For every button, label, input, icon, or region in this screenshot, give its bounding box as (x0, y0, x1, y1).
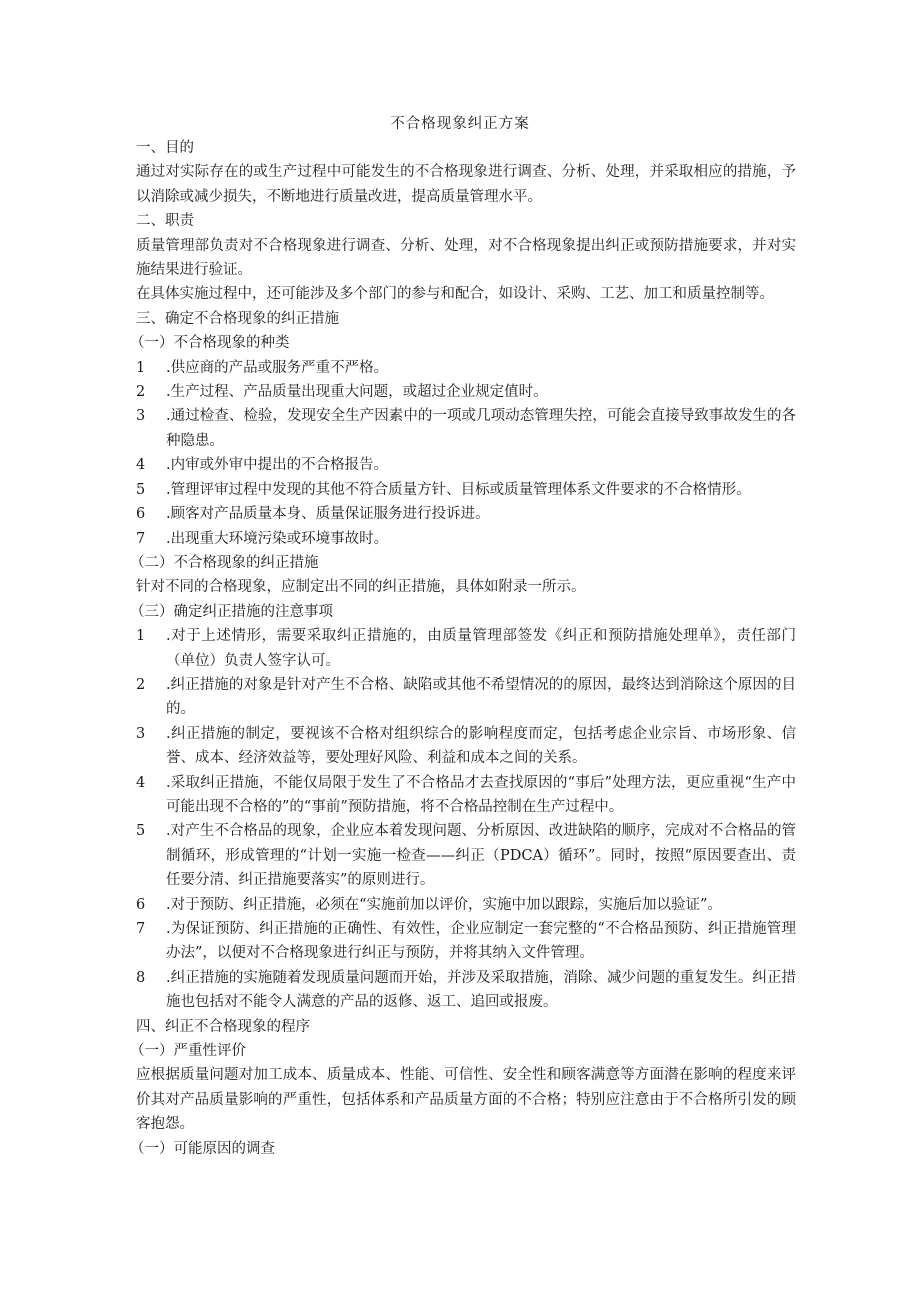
list-item (136, 404, 796, 453)
list-item-text: .供应商的产品或服务严重不严格。 (166, 359, 389, 376)
list-item-text: .生产过程、产品质量出现重大问题，或超过企业规定值时。 (166, 384, 548, 401)
list-item (136, 380, 796, 404)
list-item (136, 356, 796, 380)
list-item (136, 624, 796, 673)
list-item-text: .通过检查、检验，发现安全生产因素中的一项或几项动态管理失控，可能会直接导致事故发生的各种隐患。 (166, 408, 796, 449)
list-item-number: 6 (136, 896, 146, 913)
list-item-text: .为保证预防、纠正措施的正确性、有效性，企业应制定一套完整的“不合格品预防、纠正措施管理办法”，以便对不合格现象进行纠正与预防，并将其纳入文件管理。 (166, 921, 796, 962)
list-item (136, 722, 796, 771)
section-heading: 一、目的 (136, 140, 194, 156)
document-body (130, 136, 796, 1161)
list-item-text: .对产生不合格品的现象，企业应本着发现问题、分析原因、改进缺陷的顺序，完成对不合格品的管制循环，形成管理的“计划一实施一检查——纠正（PDCA）循环”。同时，按照“原因要查出、责任要分清、纠正措施要落实”的原则进行。 (166, 823, 796, 889)
list-item (136, 478, 796, 502)
list-item (136, 527, 796, 551)
list-item (136, 502, 796, 526)
paragraph: 应根据质量问题对加工成本、质量成本、性能、可信性、安全性和顾客满意等方面潜在影响的程度来评价其对产品质量影响的严重性，包括体系和产品质量方面的不合格；特别应注意由于不合格所引发的顾客抱怨。 (136, 1067, 796, 1133)
list-item-number: 6 (136, 506, 146, 523)
list-item-number: 1 (136, 359, 146, 376)
list-item-number: 7 (136, 921, 146, 937)
list-item (136, 819, 796, 892)
list-item (136, 673, 796, 722)
paragraph: 通过对实际存在的或生产过程中可能发生的不合格现象进行调查、分析、处理，并采取相应的措施，予以消除或减少损失，不断地进行质量改进，提高质量管理水平。 (136, 164, 796, 205)
paragraph: 质量管理部负责对不合格现象进行调查、分析、处理，对不合格现象提出纠正或预防措施要求，并对实施结果进行验证。 (136, 237, 796, 279)
paragraph: 针对不同的合格现象，应制定出不同的纠正措施，具体如附录一所示。 (136, 579, 586, 596)
section-heading: 四、纠正不合格现象的程序 (136, 1018, 310, 1035)
list-item-number: 2 (136, 676, 146, 693)
list-item-text: .管理评审过程中发现的其他不符合质量方针、目标或质量管理体系文件要求的不合格情形。 (166, 481, 751, 498)
list-item-number: 4 (136, 457, 146, 474)
list-item-number: 1 (136, 628, 146, 645)
section-heading: 二、职责 (136, 213, 194, 230)
list-item-number: 3 (136, 725, 146, 742)
list-item-number: 2 (136, 384, 146, 401)
document-title: 不合格现象纠正方案 (390, 116, 530, 132)
list-item (136, 893, 796, 917)
section-heading: 三、确定不合格现象的纠正措施 (136, 310, 339, 327)
list-item-text: .内审或外审中提出的不合格报告。 (166, 457, 389, 474)
list-item-text: .顾客对产品质量本身、质量保证服务进行投诉进。 (166, 506, 490, 523)
subsection-heading: （一）不合格现象的种类 (130, 335, 290, 352)
list-item-number: 4 (136, 774, 146, 791)
list-item-number: 5 (136, 481, 146, 498)
list-item (136, 917, 796, 966)
list-item-text: .采取纠正措施，不能仅局限于发生了不合格品才去查找原因的“事后”处理方法，更应重视“生产中可能出现不合格的”的“事前”预防措施，将不合格品控制在生产过程中。 (166, 774, 796, 815)
list-item-number: 8 (136, 969, 146, 986)
list-item-text: .出现重大环境污染或环境事故时。 (166, 530, 389, 547)
list-item-text: .纠正措施的制定，要视该不合格对组织综合的影响程度而定，包括考虑企业宗旨、市场形象、信誉、成本、经济效益等，要处理好风险、利益和成本之间的关系。 (166, 725, 796, 767)
subsection-heading: （二）不合格现象的纠正措施 (130, 554, 319, 571)
subsection-heading: （一）可能原因的调查 (130, 1140, 275, 1157)
list-item-text: .纠正措施的实施随着发现质量问题而开始，并涉及采取措施，消除、减少问题的重复发生。纠正措施也包括对不能令人满意的产品的返修、返工、追回或报废。 (166, 969, 796, 1011)
subsection-heading: （三）确定纠正措施的注意事项 (130, 603, 333, 620)
list-item-text: .对于预防、纠正措施，必须在“实施前加以评价，实施中加以跟踪，实施后加以验证”。 (166, 896, 722, 913)
list-item (136, 771, 796, 820)
list-item-number: 3 (136, 408, 146, 425)
list-item-number: 7 (136, 530, 146, 547)
subsection-heading: （一）严重性评价 (130, 1043, 246, 1060)
list-item-text: .对于上述情形，需要采取纠正措施的，由质量管理部签发《纠正和预防措施处理单》，责任部门（单位）负责人签字认可。 (166, 628, 796, 669)
list-item (136, 966, 796, 1015)
list-item (136, 453, 796, 477)
paragraph: 在具体实施过程中，还可能涉及多个部门的参与和配合，如设计、采购、工艺、加工和质量控制等。 (136, 286, 774, 303)
list-item-number: 5 (136, 823, 146, 840)
list-item-text: .纠正措施的对象是针对产生不合格、缺陷或其他不希望情况的的原因，最终达到消除这个原因的目的。 (166, 676, 796, 718)
